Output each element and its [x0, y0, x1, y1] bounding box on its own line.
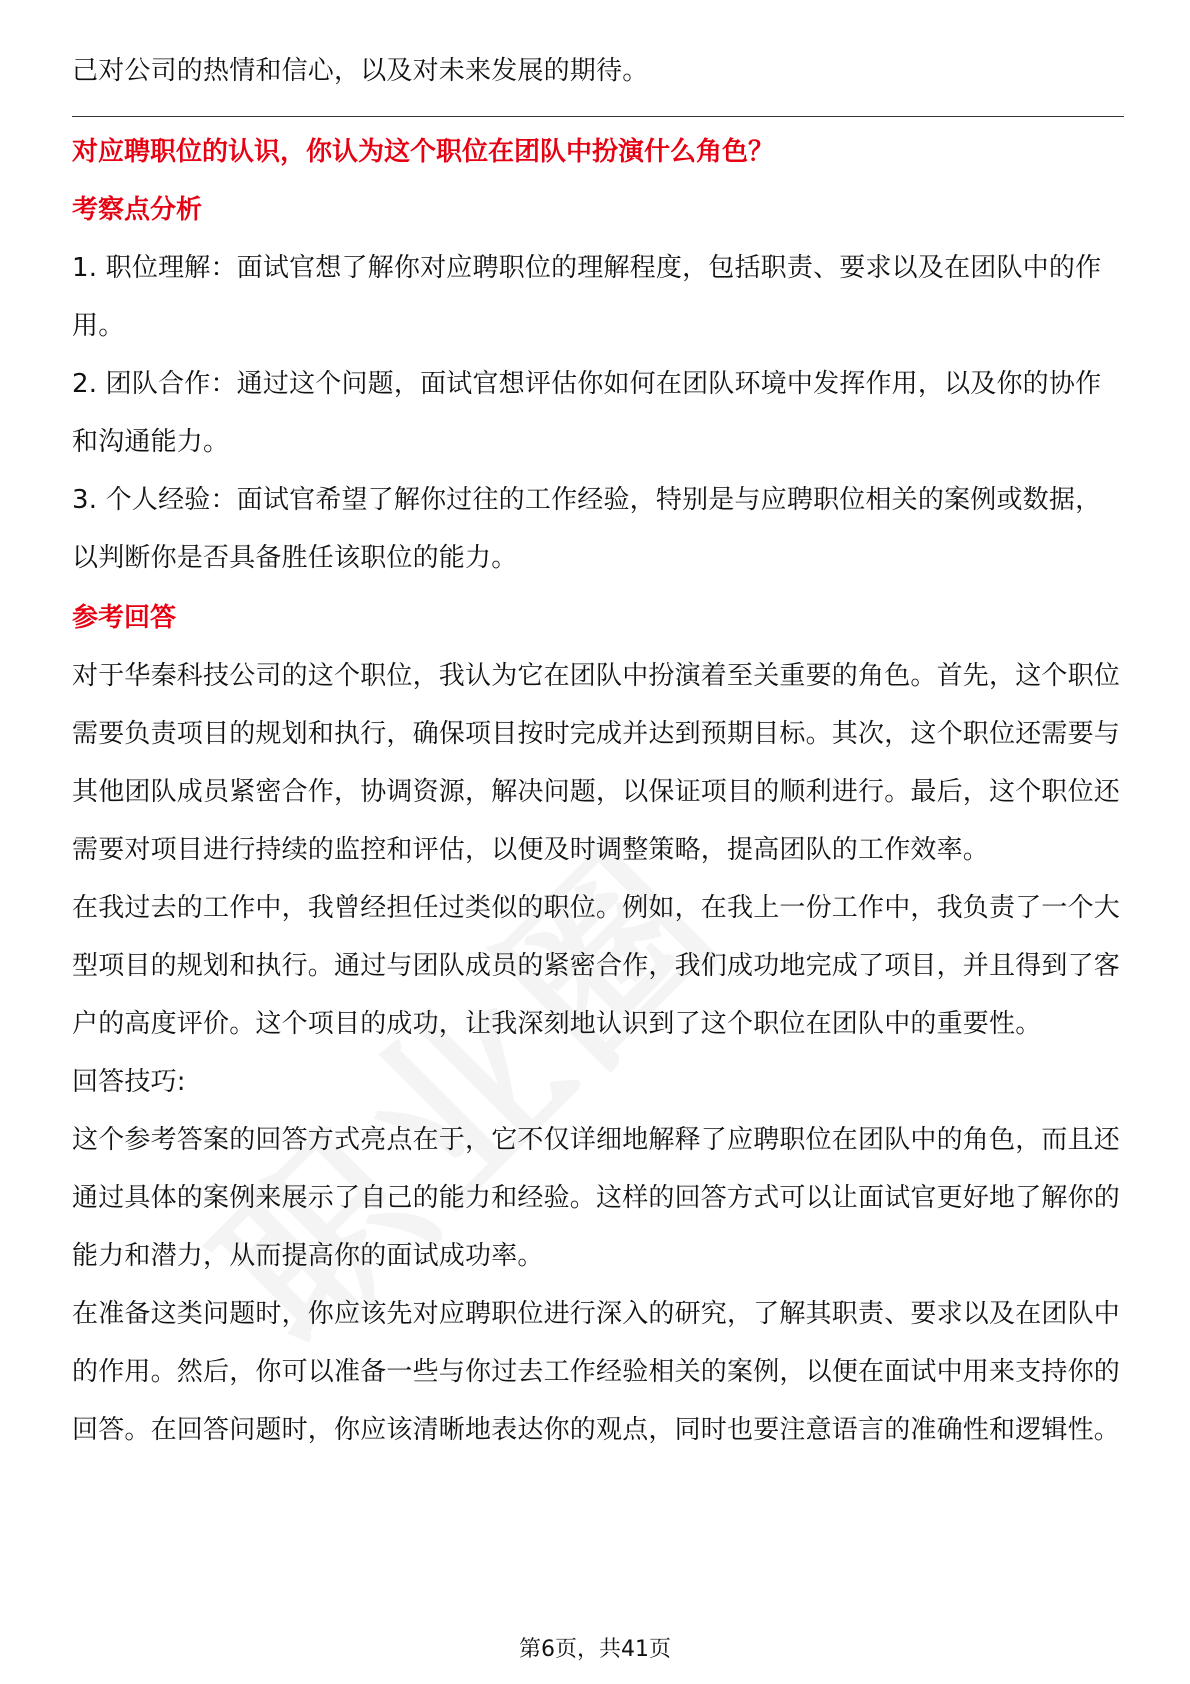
reference-paragraph: 在我过去的工作中，我曾经担任过类似的职位。例如，在我上一份工作中，我负责了一个大型项目的规划和执行。通过与团队成员的紧密合作，我们成功地完成了项目，并且得到了客户的高度评价。这个项目的成功，让我深刻地认识到了这个职位在团队中的重要性。 [72, 893, 1121, 1039]
reference-title: 参考回答 [72, 603, 177, 633]
reference-paragraph: 对于华秦科技公司的这个职位，我认为它在团队中扮演着至关重要的角色。首先，这个职位需要负责项目的规划和执行，确保项目按时完成并达到预期目标。其次，这个职位还需要与其他团队成员紧密合作，协调资源，解决问题，以保证项目的顺利进行。最后，这个职位还需要对项目进行持续的监控和评估，以便及时调整策略，提高团队的工作效率。 [72, 661, 1121, 865]
analysis-title: 考察点分析 [72, 195, 203, 225]
page-content [72, 42, 1124, 1459]
tips-label: 回答技巧: [72, 1067, 186, 1097]
question-heading: 对应聘职位的认识，你认为这个职位在团队中扮演什么角色？ [72, 137, 775, 167]
page-number: 第6页，共41页 [519, 1637, 671, 1662]
analysis-item: 1. 职位理解：面试官想了解你对应聘职位的理解程度，包括职责、要求以及在团队中的作用。 [72, 253, 1102, 341]
tips-paragraph: 在准备这类问题时，你应该先对应聘职位进行深入的研究，了解其职责、要求以及在团队中的作用。然后，你可以准备一些与你过去工作经验相关的案例，以便在面试中用来支持你的回答。在回答问题时，你应该清晰地表达你的观点，同时也要注意语言的准确性和逻辑性。 [72, 1299, 1121, 1445]
tips-paragraph: 这个参考答案的回答方式亮点在于，它不仅详细地解释了应聘职位在团队中的角色，而且还通过具体的案例来展示了自己的能力和经验。这样的回答方式可以让面试官更好地了解你的能力和潜力，从而提高你的面试成功率。 [72, 1125, 1121, 1271]
intro-text: 己对公司的热情和信心，以及对未来发展的期待。 [72, 56, 649, 86]
analysis-item: 2. 团队合作：通过这个问题，面试官想评估你如何在团队环境中发挥作用，以及你的协作和沟通能力。 [72, 369, 1102, 457]
analysis-item: 3. 个人经验：面试官希望了解你过往的工作经验，特别是与应聘职位相关的案例或数据，以判断你是否具备胜任该职位的能力。 [72, 485, 1102, 573]
section-divider [72, 116, 1124, 117]
